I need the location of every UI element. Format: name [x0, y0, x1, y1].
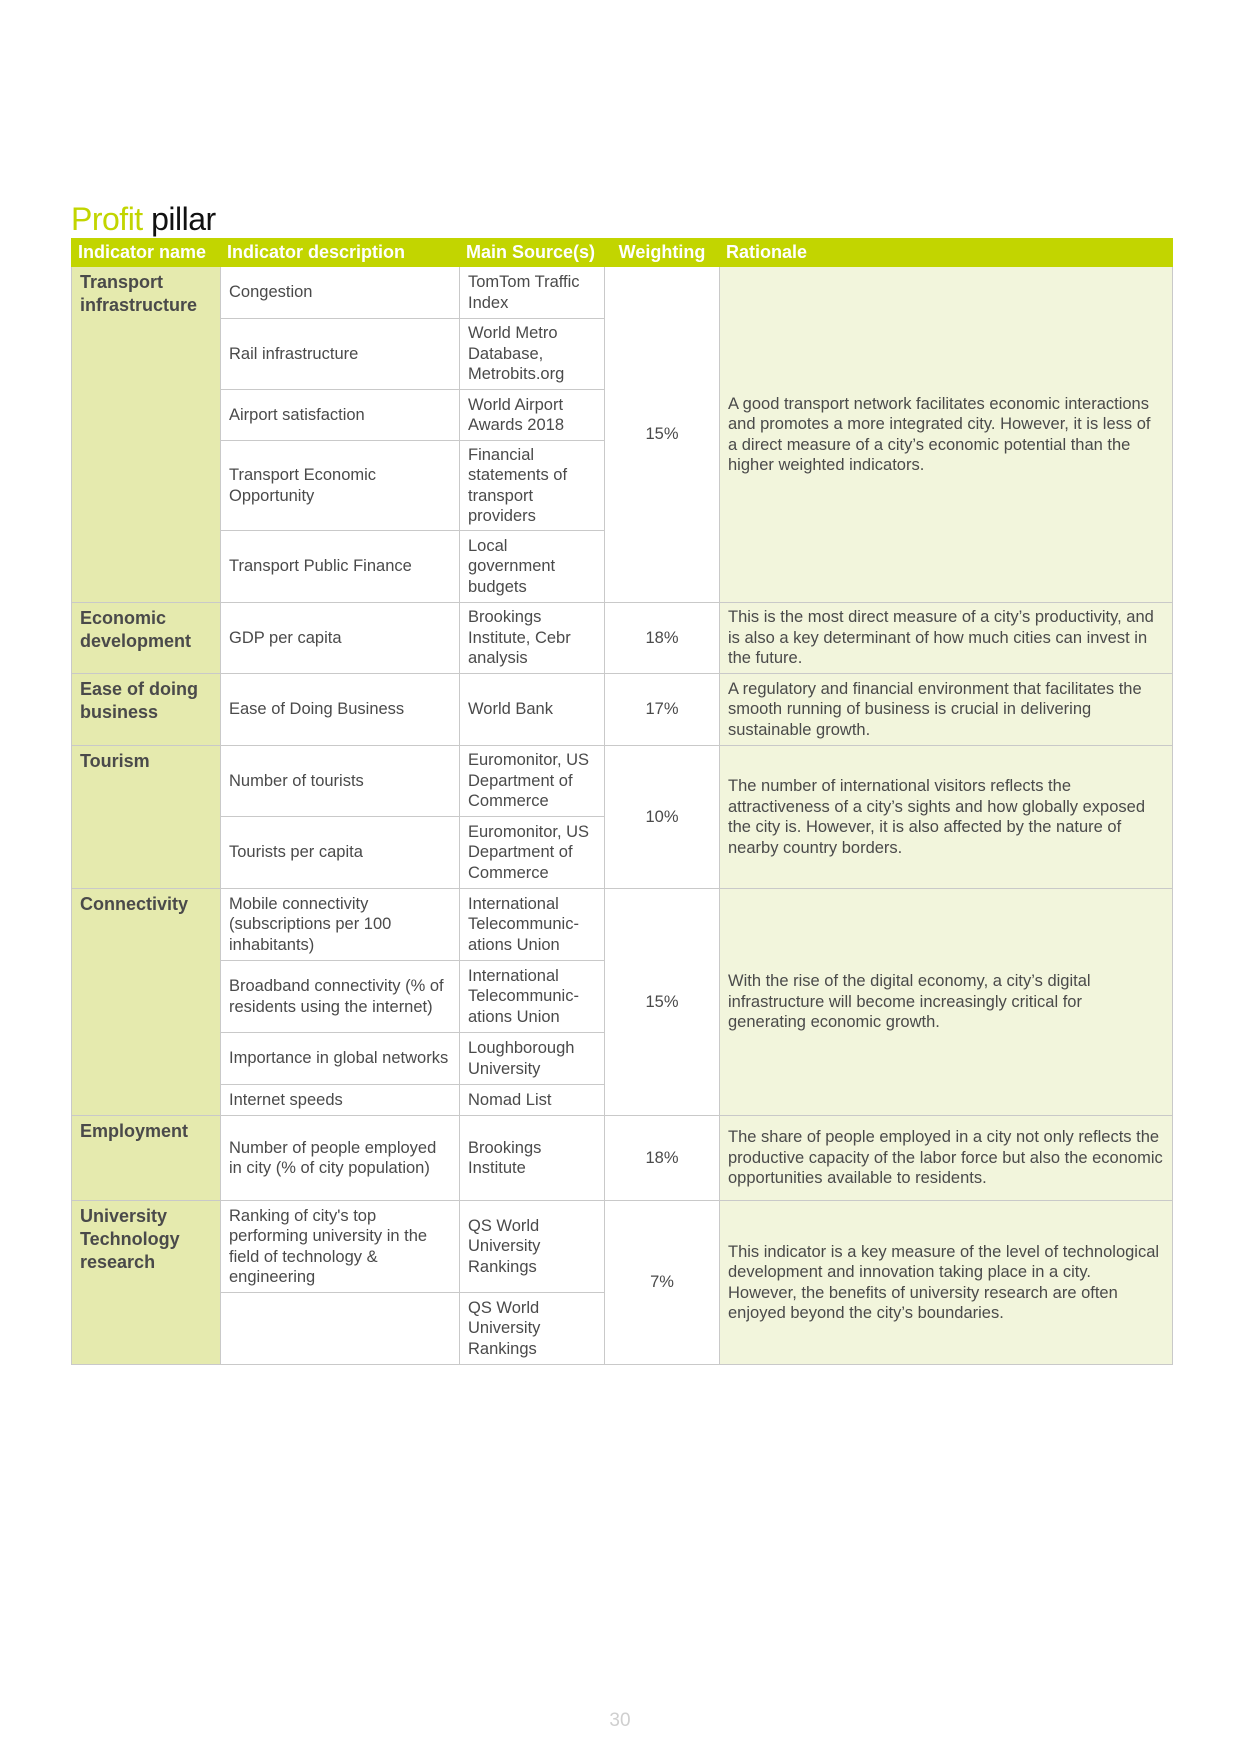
weighting: 17%	[605, 674, 720, 746]
header-indicator-name: Indicator name	[72, 239, 221, 267]
header-row	[72, 239, 1173, 267]
weighting: 18%	[605, 603, 720, 674]
main-source: Loughborough University	[460, 1033, 605, 1085]
indicator-description: Importance in global networks	[221, 1033, 460, 1085]
main-source: TomTom Traffic Index	[460, 267, 605, 319]
indicator-description: Number of people employed in city (% of city population)	[221, 1116, 460, 1201]
header-rationale: Rationale	[720, 239, 1173, 267]
table-row	[72, 1116, 1173, 1201]
rationale: This indicator is a key measure of the level of technological development and innovation taking place in a city. However, the benefits of university research are often enjoyed beyond the city’s boundaries.	[720, 1201, 1173, 1365]
table-row	[72, 746, 1173, 817]
header-main-sources: Main Source(s)	[460, 239, 605, 267]
indicator-description: Rail infrastructure	[221, 319, 460, 390]
indicator-name: Economic development	[72, 603, 221, 674]
indicator-description: Mobile connectivity (subscriptions per 100 inhabitants)	[221, 889, 460, 961]
indicator-description: GDP per capita	[221, 603, 460, 674]
table-row	[72, 1201, 1173, 1293]
page-title	[71, 201, 216, 238]
header-weighting: Weighting	[605, 239, 720, 267]
rationale: The share of people employed in a city not only reflects the productive capacity of the labor force but also the economic opportunities available to residents.	[720, 1116, 1173, 1201]
indicator-description: Broadband connectivity (% of residents using the internet)	[221, 961, 460, 1033]
indicator-description: Transport Public Finance	[221, 531, 460, 603]
main-source: Nomad List	[460, 1085, 605, 1116]
weighting: 10%	[605, 746, 720, 889]
weighting: 15%	[605, 267, 720, 603]
indicator-description: Ranking of city's top performing university in the field of technology & engineering	[221, 1201, 460, 1293]
table-row	[72, 674, 1173, 746]
main-source: Euromonitor, US Department of Commerce	[460, 817, 605, 889]
indicator-description: Internet speeds	[221, 1085, 460, 1116]
rationale: A good transport network facilitates economic interactions and promotes a more integrated city. However, it is less of a direct measure of a city’s economic potential than the higher weighted indicators.	[720, 267, 1173, 603]
rationale: A regulatory and financial environment that facilitates the smooth running of business is crucial in delivering sustainable growth.	[720, 674, 1173, 746]
main-source: International Telecommunic-ations Union	[460, 889, 605, 961]
main-source: World Bank	[460, 674, 605, 746]
indicator-name: University Technology research	[72, 1201, 221, 1365]
weighting: 7%	[605, 1201, 720, 1365]
rationale: This is the most direct measure of a city’s productivity, and is also a key determinant of how much cities can invest in the future.	[720, 603, 1173, 674]
table-row	[72, 267, 1173, 319]
main-source: Brookings Institute, Cebr analysis	[460, 603, 605, 674]
indicator-description: Transport Economic Opportunity	[221, 441, 460, 531]
main-source: World Airport Awards 2018	[460, 390, 605, 441]
main-source: Financial statements of transport providers	[460, 441, 605, 531]
page-number: 30	[609, 1710, 631, 1731]
indicator-name: Transport infrastructure	[72, 267, 221, 603]
indicator-description	[221, 1293, 460, 1365]
header-indicator-description: Indicator description	[221, 239, 460, 267]
main-source: QS World University Rankings	[460, 1201, 605, 1293]
indicator-name: Employment	[72, 1116, 221, 1201]
weighting: 15%	[605, 889, 720, 1116]
indicator-name: Tourism	[72, 746, 221, 889]
title-accent: Profit	[71, 201, 143, 238]
indicator-description: Airport satisfaction	[221, 390, 460, 441]
weighting: 18%	[605, 1116, 720, 1201]
indicator-description: Number of tourists	[221, 746, 460, 817]
main-source: Brookings Institute	[460, 1116, 605, 1201]
main-source: World Metro Database, Metrobits.org	[460, 319, 605, 390]
indicator-description: Ease of Doing Business	[221, 674, 460, 746]
indicator-name: Connectivity	[72, 889, 221, 1116]
table-row	[72, 603, 1173, 674]
table-row	[72, 889, 1173, 961]
main-source: Local government budgets	[460, 531, 605, 603]
title-rest: pillar	[142, 201, 216, 238]
rationale: The number of international visitors reflects the attractiveness of a city’s sights and how globally exposed the city is. However, it is also affected by the nature of nearby country borders.	[720, 746, 1173, 889]
rationale: With the rise of the digital economy, a city’s digital infrastructure will become increasingly critical for generating economic growth.	[720, 889, 1173, 1116]
main-source: Euromonitor, US Department of Commerce	[460, 746, 605, 817]
indicator-description: Congestion	[221, 267, 460, 319]
indicator-description: Tourists per capita	[221, 817, 460, 889]
profit-pillar-table	[71, 238, 1173, 1365]
indicator-name: Ease of doing business	[72, 674, 221, 746]
main-source: QS World University Rankings	[460, 1293, 605, 1365]
main-source: International Telecommunic-ations Union	[460, 961, 605, 1033]
